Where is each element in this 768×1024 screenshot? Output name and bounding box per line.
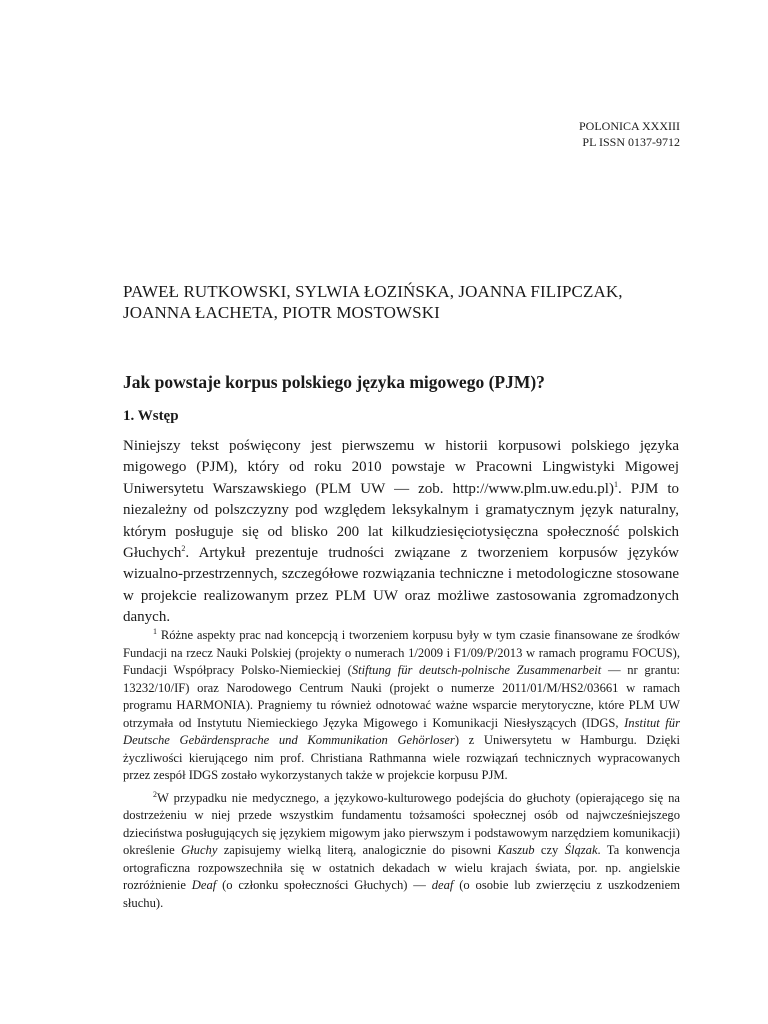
footnote-italic: Kaszub: [497, 843, 535, 857]
footnote-text: Różne aspekty prac nad koncepcją i tworzeniem korpusu były w tym czasie finansowane ze środków Fundacji na rzecz Nauki Polskiej (projekty o numerach 1/2009 i F1/09/P/2013 w ramach programu FOCUS), Fundacji Współpracy Polsko-Niemieckiej (: [123, 628, 680, 677]
footnote-italic: deaf: [431, 878, 454, 892]
footnote-italic: Deaf: [191, 878, 217, 892]
footnote-text: ) z Uniwersytetu w Hamburgu. Dzięki życzliwości kierującego nim prof. Christiana Rathmanna wiele rozwiązań technicznych wypracowanych przez zespół IDGS zostało wykorzystanych także w projekcie korpusu PJM.: [123, 733, 681, 782]
journal-issn: PL ISSN 0137-9712: [582, 135, 680, 149]
footnote-italic: Stiftung für deutsch-polnische Zusammenarbeit: [351, 663, 602, 677]
article-title: Jak powstaje korpus polskiego języka migowego (PJM)?: [123, 372, 545, 392]
footnote-text: czy: [534, 843, 565, 857]
footnote-text: (o osobie lub zwierzęciu z uszkodzeniem słuchu).: [123, 878, 681, 910]
intro-text-part-2: . PJM to niezależny od polszczyzny pod względem leksykalnym i gramatycznym język naturalny, którym posługuje się od blisko 200 lat kilkudziesięciotysięczna społeczność polskich Głuchych: [123, 480, 680, 562]
footnote-text: (o członku społeczności Głuchych) —: [216, 878, 432, 892]
intro-text-part-3: . Artykuł prezentuje trudności związane z tworzeniem korpusów języków wizualno-przestrzennych, szczegółowe rozwiązania techniczne i metodologiczne stosowane w projekcie realizowanym przez PLM UW oraz możliwe zastosowania zgromadzonych danych.: [123, 545, 679, 626]
footnote-italic: Ślązak: [564, 843, 598, 857]
footnote-number: 2: [153, 789, 157, 799]
footnote-1: [123, 627, 680, 785]
authors: [123, 281, 683, 323]
footnote-italic: Institut für Deutsche Gebärdensprache und Kommunikation Gehörloser: [123, 715, 680, 747]
footnote-ref-1: 1: [613, 479, 618, 489]
footnote-text: zapisujemy wielką literą, analogicznie do pisowni: [217, 843, 498, 857]
footnote-text: — nr grantu: 13232/10/IF) oraz Narodowego Centrum Nauki (projekt o numerze 2011/01/M/HS2/03661 w ramach programu HARMONIA). Pragniemy tu również odnotować ważne wsparcie merytoryczne, które PLM UW otrzymała od Instytutu Niemieckiego Języka Migowego i Komunikacji Niesłyszących (IDGS,: [123, 663, 680, 730]
journal-info: [579, 118, 680, 150]
footnotes: [123, 627, 680, 917]
section-heading: 1. Wstęp: [123, 408, 179, 424]
intro-text-part-1: Niniejszy tekst poświęcony jest pierwszemu w historii korpusowi polskiego języka migowego (PJM), który od roku 2010 powstaje w Pracowni Lingwistyki Migowej Uniwersytetu Warszawskiego (PLM UW — zob. http://www.plm.uw.edu.pl): [123, 438, 679, 497]
authors-line-1: PAWEŁ RUTKOWSKI, SYLWIA ŁOZIŃSKA, JOANNA FILIPCZAK,: [123, 282, 623, 301]
footnote-text: W przypadku nie medycznego, a językowo-kulturowego podejścia do głuchoty (opierającego się na dostrzeżeniu w niej przede wszystkim fundamentu tożsamości społecznej osób od najwcześniejszego dzieciństwa posługujących się językiem migowym jako pierwszym i podstawowym narzędziem komunikacji) określenie: [123, 790, 680, 857]
footnote-text: . Ta konwencja ortograficzna rozpowszechniła się w ostatnich dekadach w wielu krajach świata, por. np. angielskie rozróżnienie: [123, 843, 680, 892]
footnote-number: 1: [153, 626, 157, 636]
authors-line-2: JOANNA ŁACHETA, PIOTR MOSTOWSKI: [123, 303, 440, 322]
footnote-2: [123, 790, 680, 913]
intro-paragraph: [123, 436, 679, 629]
footnote-ref-2: 2: [181, 544, 186, 554]
journal-series: POLONICA XXXIII: [579, 119, 680, 133]
footnote-italic: Głuchy: [181, 843, 218, 857]
